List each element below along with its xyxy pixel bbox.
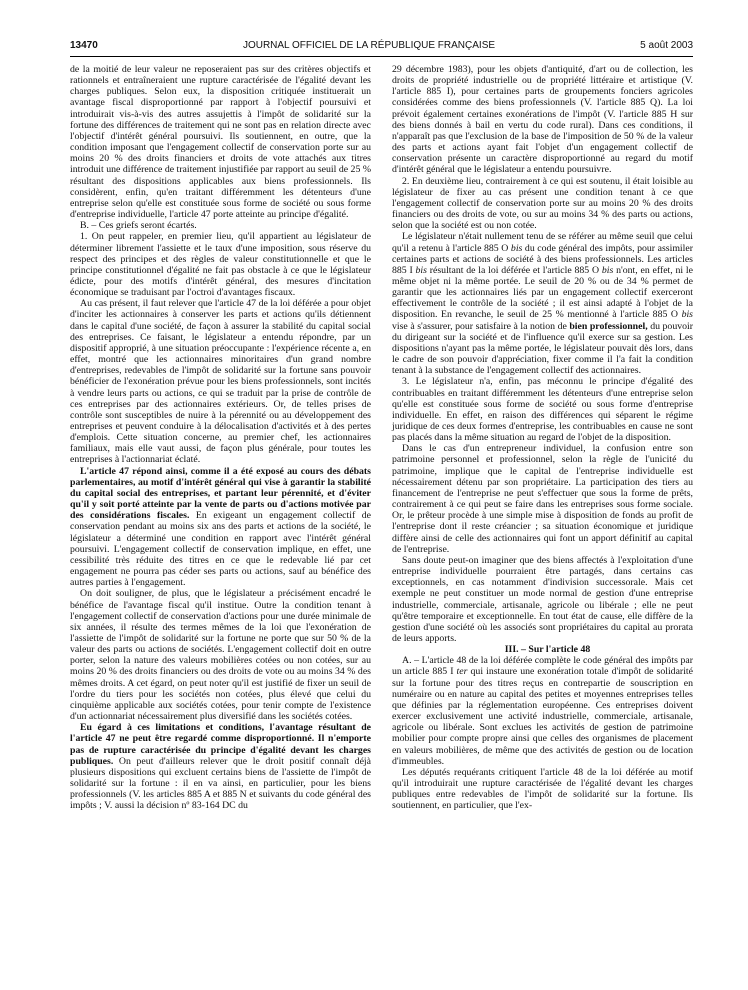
paragraph — [70, 466, 371, 589]
section-heading: III. – Sur l'article 48 — [504, 644, 591, 656]
paragraph — [392, 231, 693, 376]
italic-text: bis — [510, 242, 523, 254]
text: qui instaure une exonération totale d'impôt de solidarité sur la fortune pour des titres reçus en contrepartie de souscription en numéraire ou en nature au capital des petites et moyennes entreprises telles que définies par la réglementation européenne. Ces entreprises doivent exercer exclusivement une activité industrielle, commerciale, artisanale, agricole ou libérale. Sont exclues les activités de gestion de patrimoine mobilier pour compte propre ainsi que celles des organismes de placement en valeurs mobilières, de même que des activités de gestion ou de location d'immeubles. — [392, 666, 693, 767]
italic-text: bis — [601, 264, 614, 276]
text-columns — [70, 64, 693, 811]
text: résultant de la loi déférée et l'article 885 O — [426, 264, 602, 276]
bold-text: Eu égard à ces limitations et conditions, l'avantage résultant de l'article 47 ne peut être regardé comme disproportionné. Il n'emporte pas de rupture caractérisée du principe d'égalité devant les charges publiques. — [70, 722, 371, 767]
paragraph: Au cas présent, il faut relever que l'article 47 de la loi déférée a pour objet d'inciter les actionnaires à conserver les parts et actions qu'ils détiennent dans le capital d'une société, de façon à assurer la stabilité du capital social des entreprises. Ce faisant, le législateur a entendu répondre, par un dispositif approprié, à une situation préoccupante : l'expérience récente a, en effet, montré que les actionnaires minoritaires d'un grand nombre d'entreprises, redevables de l'impôt de solidarité sur la fortune sans pouvoir bénéficier de l'exonération prévue pour les biens professionnels, sont incités à vendre leurs parts ou actions, ce qui se traduit par la prise de contrôle de ces entreprises par des actionnaires extérieurs. Or, de telles prises de contrôle sont susceptibles de nuire à la pérennité ou au développement des entreprises et peuvent conduire à la délocalisation d'activités et à des pertes d'emplois. Cette situation concerne, au premier chef, les actionnaires familiaux, mais elle vaut aussi, de façon plus générale, pour toutes les entreprises à l'actionnariat éclaté. — [70, 298, 371, 466]
paragraph: de la moitié de leur valeur ne reposeraient pas sur des critères objectifs et rationnels et entraîneraient une rupture caractérisée de l'égalité devant les charges publiques. Selon eux, la disposition critiquée instituerait un avantage fiscal disproportionné par rapport à l'objectif poursuivi et introduirait vis-à-vis des autres assujettis à l'impôt de solidarité sur la fortune des différences de traitement qui ne sont pas en relation directe avec l'objectif d'intérêt général poursuivi. Ils soutiennent, en outre, que la condition imposant que l'engagement collectif de conservation porte sur au moins 20 % des droits financiers et droits de vote attachés aux titres introduit une différence de traitement injustifiée par rapport au seuil de 25 % résultant des dispositions applicables aux biens professionnels. Ils considèrent, enfin, qu'en traitant différemment les détenteurs d'une entreprise selon qu'elle est constituée sous forme de société ou sous forme d'entreprise individuelle, l'article 47 porte atteinte au principe d'égalité. — [70, 64, 371, 221]
paragraph: Dans le cas d'un entrepreneur individuel, la confusion entre son patrimoine personnel et professionnel, selon la règle de l'unicité du patrimoine, implique que le capital de l'entreprise individuelle est nécessairement détenu par son propriétaire. La participation des tiers au financement de l'entreprise ne peut s'effectuer que sous la forme de prêts, contrairement à ce qui peut se faire dans les entreprises sous forme sociale. Or, le prêteur procède à une simple mise à disposition de fonds au profit de l'entreprise dont il reste créancier ; sa situation économique et juridique diffère ainsi de celle des actionnaires qui font un apport définitif au capital de l'entreprise. — [392, 443, 693, 555]
paragraph: 29 décembre 1983), pour les objets d'antiquité, d'art ou de collection, les droits de propriété industrielle ou de propriété littéraire et artistique (V. l'article 885 I), pour certaines parts de groupements fonciers agricoles considérées comme des biens professionnels (V. l'article 885 Q). La loi prévoit également certaines exonérations de l'impôt (V. l'article 885 H sur des biens donnés à bail en vertu du code rural). Dans ces conditions, il n'apparaît pas que l'exclusion de la base de l'imposition de 50 % de la valeur des parts et actions ayant fait l'objet d'un engagement collectif de conservation présente un caractère disproportionné au regard du motif d'intérêt général que le législateur a entendu poursuivre. — [392, 64, 693, 176]
italic-text: ter — [456, 666, 468, 678]
bold-text: L'article 47 répond ainsi, comme il a été exposé au cours des débats parlementaires, au motif d'intérêt général qui vise à garantir la stabilité du capital social des entreprises, et partant leur pérennité, et d'éviter qu'il y soit porté atteinte par la vente de parts ou d'actions motivée par des considérations fiscales. — [70, 465, 371, 522]
page-number: 13470 — [70, 39, 98, 51]
right-column — [392, 64, 693, 811]
paragraph — [70, 722, 371, 811]
text: vise à s'assurer, pour satisfaire à la notion de — [392, 320, 570, 332]
text: Le législateur n'était nullement tenu de se référer au même seuil que celui qu'il a retenu à l'article 885 O — [392, 231, 693, 254]
issue-date: 5 août 2003 — [640, 39, 693, 51]
journal-title: JOURNAL OFFICIEL DE LA RÉPUBLIQUE FRANÇAISE — [242, 39, 496, 51]
text: On peut d'ailleurs relever que le droit positif connaît déjà plusieurs dispositions qui excluent certains biens de l'assiette de l'impôt de solidarité sur la fortune : il en va ainsi, en particulier, pour les biens professionnels (V. les articles 885 A et 885 N et suivants du code général des impôts ; V. aussi la décision nº 83-164 DC du — [70, 755, 371, 812]
text: A. – L'article 48 de la loi déférée complète le code général des impôts par un article 885 I — [392, 655, 693, 678]
text: n'ont, en effet, ni le même objet ni la même portée. Le seuil de 20 % ou de 34 % permet de garantir que les actionnaires liés par un engagement collectif exerceront effectivement le contrôle de la société ; il est ainsi adapté à l'objet de la disposition. En revanche, le seuil de 25 % mentionné à l'article 885 O — [392, 264, 693, 321]
left-column — [70, 64, 371, 811]
paragraph: Sans doute peut-on imaginer que des biens affectés à l'exploitation d'une entreprise individuelle pourraient être partagés, dans certains cas exceptionnels, en cas notamment d'indivision successorale. Mais cet exemple ne peut constituer un mode normal de gestion d'une entreprise industrielle, commerciale, artisanale, agricole ou libérale ; elle ne peut qu'être temporaire et exceptionnelle. En tout état de cause, elle diffère de la gestion d'une société où les associés sont propriétaires du capital au prorata de leurs apports. — [392, 554, 693, 644]
text: En exigeant un engagement collectif de conservation pendant au moins six ans des parts et actions de la société, le législateur a déterminé une condition en rapport avec l'intérêt général poursuivi. L'engagement collectif de conservation implique, en effet, une cessibilité très réduite des titres en ce que le redevable lié par cet engagement ne pourra pas céder ses parts ou actions, sauf au bénéfice des autres parties à l'engagement. — [70, 510, 371, 589]
bold-text: bien professionnel, — [569, 320, 648, 332]
header-rule — [70, 56, 693, 57]
paragraph: On doit souligner, de plus, que le législateur a précisément encadré le bénéfice de l'avantage fiscal qu'il institue. Outre la condition tenant à l'engagement collectif de conservation d'actions pour une durée minimale de six années, il résulte des termes mêmes de la loi que l'exonération de l'assiette de l'impôt de solidarité sur la fortune ne porte que sur 50 % de la valeur des parts ou actions de sociétés. L'engagement collectif doit en outre porter, selon la nature des valeurs mobilières cotées ou non cotées, sur au moins 20 % des droits financiers ou des droits de vote ou au moins 34 % des mêmes droits. A cet égard, on peut noter qu'il est justifié de fixer un seuil de l'ordre du tiers pour les sociétés non cotées, plus élevé que celui du cinquième applicable aux sociétés cotées, pour tenir compte de l'existence d'un actionnariat nécessairement plus diversifié dans les sociétés cotées. — [70, 588, 371, 723]
paragraph — [392, 655, 693, 767]
italic-text: bis — [681, 309, 693, 321]
paragraph: B. – Ces griefs seront écartés. — [80, 220, 197, 232]
page-header — [70, 38, 693, 52]
paragraph: 2. En deuxième lieu, contrairement à ce qui est soutenu, il était loisible au législateur de fixer au cas présent une condition tenant à ce que l'engagement collectif de conservation porte sur au moins 20 % des droits financiers ou des droits de vote, ou sur au moins 34 % des parts ou actions, selon que la société est ou non cotée. — [392, 175, 693, 232]
italic-text: bis — [415, 264, 427, 276]
paragraph: 3. Le législateur n'a, enfin, pas méconnu le principe d'égalité des contribuables en traitant différemment les détenteurs d'une entreprise selon qu'elle est constituée sous forme de société ou sous forme d'entreprise individuelle. En effet, en raison des différences qui séparent le régime juridique de ces deux formes d'entreprise, les contribuables en cause ne sont pas placés dans la même situation au regard de l'objet de la disposition. — [392, 376, 693, 444]
paragraph: Les députés requérants critiquent l'article 48 de la loi déférée au motif qu'il introduirait une rupture caractérisée de l'égalité devant les charges publiques entre redevables de l'impôt de solidarité sur la fortune. Ils soutiennent, en particulier, que l'ex- — [392, 766, 693, 812]
text: du code général des impôts, pour assimiler certaines parts et actions de société à des biens professionnels. Les articles 885 I — [392, 242, 693, 276]
paragraph: 1. On peut rappeler, en premier lieu, qu'il appartient au législateur de déterminer librement l'assiette et le taux d'une imposition, sous réserve du respect des principes et des règles de valeur constitutionnelle et que le principe constitutionnel d'égalité ne fait pas obstacle à ce que le législateur édicte, pour des motifs d'intérêt général, des mesures d'incitation économique se traduisant par l'octroi d'avantages fiscaux. — [70, 231, 371, 299]
text: du pouvoir du dirigeant sur la société et de l'influence qu'il exerce sur sa gestion. Les dispositions n'ayant pas la même portée, le législateur pouvait dès lors, dans le cadre de son pouvoir d'appréciation, fixer comme il l'a fait la condition tenant à la substance de l'engagement collectif des actionnaires. — [392, 320, 693, 377]
